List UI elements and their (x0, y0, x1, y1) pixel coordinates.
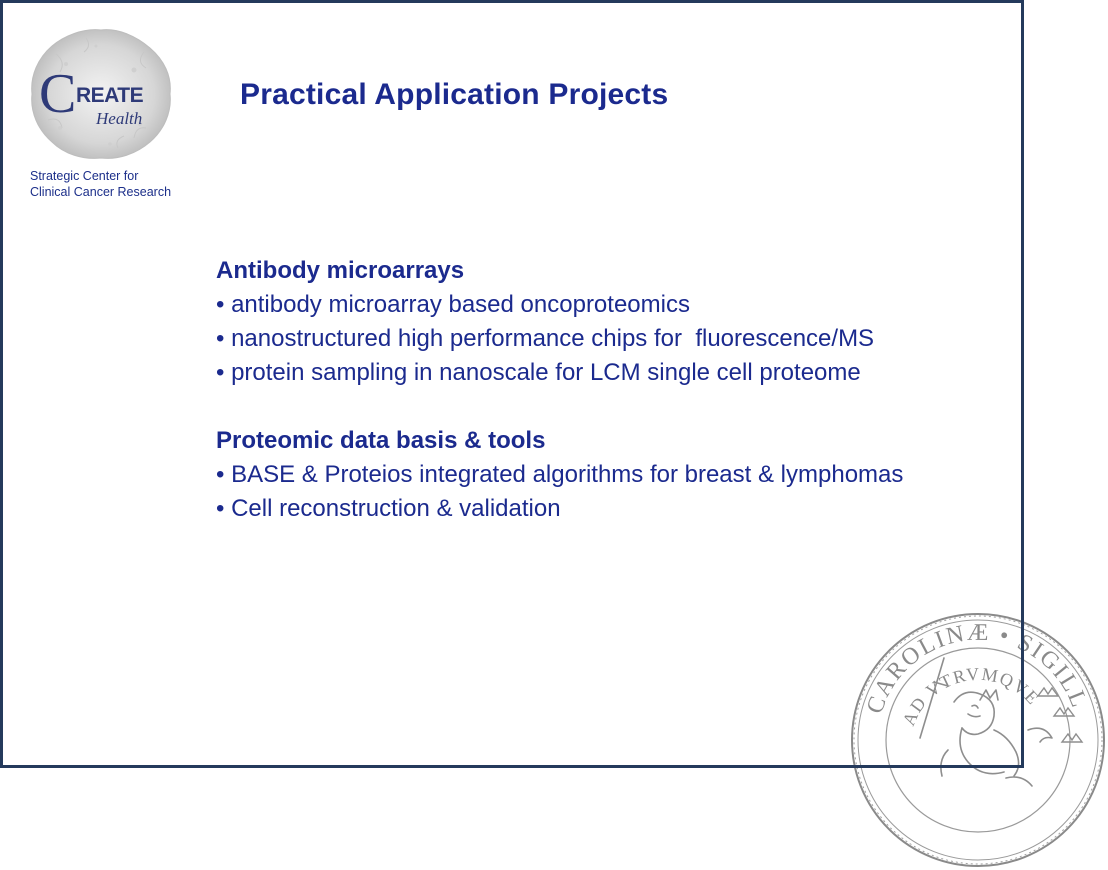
section-spacer (216, 390, 1024, 424)
svg-text:C: C (39, 63, 77, 125)
bullet-item: • protein sampling in nanoscale for LCM single cell proteome (216, 359, 861, 386)
bullet-item: • Cell reconstruction & validation (216, 495, 561, 522)
svg-text:Health: Health (96, 109, 143, 128)
slide-title: Practical Application Projects (240, 78, 669, 111)
svg-text:CAROLINÆ • SIGILL: CAROLINÆ • SIGILL (861, 619, 1093, 718)
logo-caption-line-2: Clinical Cancer Research (30, 185, 172, 199)
create-health-logo-icon (26, 24, 176, 164)
logo-caption (30, 168, 171, 200)
section-heading-antibody-microarrays: Antibody microarrays (216, 257, 465, 284)
section-heading-proteomic-data: Proteomic data basis & tools (216, 427, 546, 454)
svg-text:AD VTRVMQVE: AD VTRVMQVE (898, 663, 1044, 729)
logo-caption-line-1: Strategic Center for (30, 169, 139, 183)
lund-university-seal-icon (848, 610, 1093, 768)
svg-text:REATE: REATE (76, 84, 144, 107)
slide-content (216, 254, 1024, 526)
bullet-item: • antibody microarray based oncoproteomics (216, 291, 690, 318)
bullet-item: • nanostructured high performance chips for fluorescence/MS (216, 325, 875, 352)
bullet-item: • BASE & Proteios integrated algorithms for breast & lymphomas (216, 461, 904, 488)
